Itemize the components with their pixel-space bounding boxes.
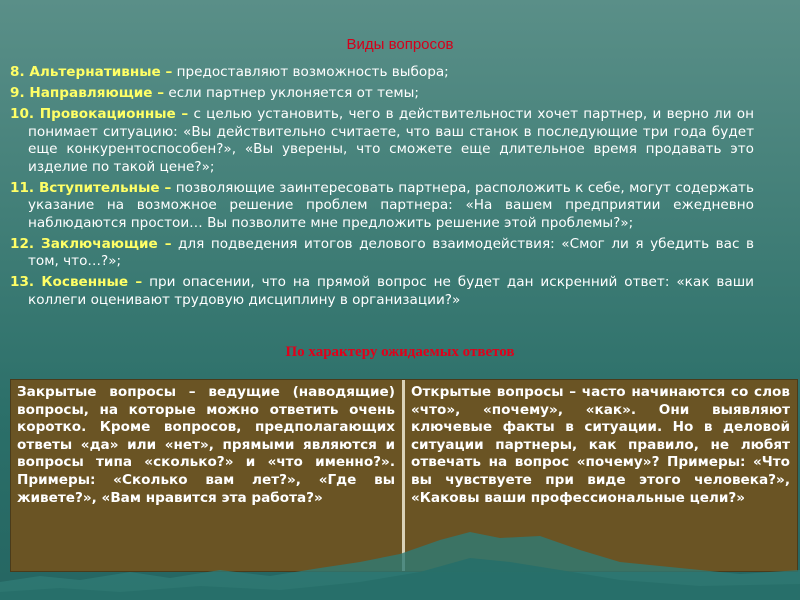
section-subtitle: По характеру ожидаемых ответов xyxy=(285,344,515,360)
open-questions-cell: Открытые вопросы – часто начинаются со слов «что», «почему», «как». Они выявляют ключевые факты в ситуации. Но в деловой ситуации партнеры, как правило, не любят отвечать на вопрос «почему»? Примеры: «Что вы чувствуете при виде этого человека?», «Каковы ваши профессиональные цели?» xyxy=(405,380,797,571)
list-item xyxy=(10,180,754,233)
list-item xyxy=(10,85,754,103)
item-text: если партнер уклоняется от темы; xyxy=(164,85,419,101)
mountains-decoration xyxy=(0,510,800,600)
item-text: для подведения итогов делового взаимодействия: «Смог ли я убедить вас в том, что…?»; xyxy=(28,235,754,269)
list-item xyxy=(10,274,754,309)
list-item xyxy=(10,64,754,82)
list-item xyxy=(10,106,754,176)
item-lead: 8. Альтернативные – xyxy=(10,64,173,80)
item-text: позволяющие заинтересовать партнера, расположить к себе, могут содержать указание на возможное решение проблем партнера: «На вашем предприятии ежедневно наблюдаются простои… Вы позволите мне предложить решение этой проблемы?»; xyxy=(28,179,754,231)
closed-questions-cell: Закрытые вопросы – ведущие (наводящие) вопросы, на которые можно ответить очень коротко. Кроме вопросов, предполагающих ответы «да» или «нет», прямыми являются и вопросы типа «сколько?» и «что именно?». Примеры: «Сколько вам лет?», «Где вы живете?», «Вам нравится эта работа?» xyxy=(11,380,405,571)
item-text: при опасении, что на прямой вопрос не будет дан искренний ответ: «как ваши коллеги оценивают трудовую дисциплину в организации?» xyxy=(28,274,754,308)
list-item xyxy=(10,236,754,271)
item-lead: 9. Направляющие – xyxy=(10,85,165,101)
question-types-list xyxy=(10,64,754,313)
slide-title: Виды вопросов xyxy=(346,36,454,53)
item-lead: 12. Заключающие – xyxy=(10,235,172,252)
item-text: предоставляют возможность выбора; xyxy=(172,64,449,80)
item-lead: 11. Вступительные – xyxy=(10,179,172,196)
item-lead: 13. Косвенные – xyxy=(10,274,143,290)
item-text: с целью установить, чего в действительности хочет партнер, и верно ли он понимает ситуацию: «Вы действительно считаете, что ваш станок в последующие три года будет еще конкурентоспособен?», «Вы уверены, что сможете еще длительное время продавать это изделие по такой цене?»; xyxy=(28,106,754,175)
item-lead: 10. Провокационные – xyxy=(10,106,189,122)
